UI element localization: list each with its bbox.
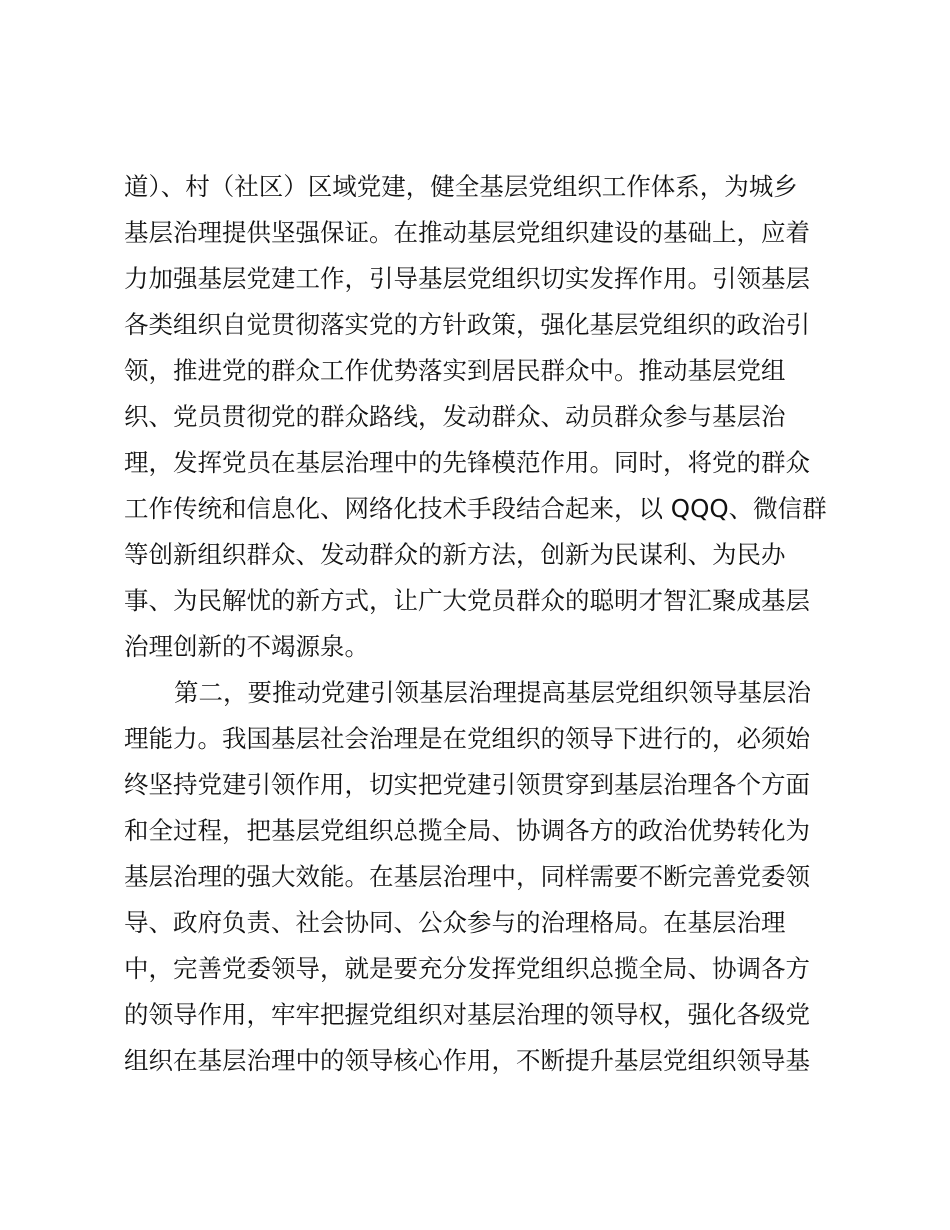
text-line: 领，推进党的群众工作优势落实到居民群众中。推动基层党组 bbox=[124, 356, 786, 385]
text-line: 基层治理的强大效能。在基层治理中，同样需要不断完善党委领 bbox=[124, 862, 810, 891]
text-line: 治理创新的不竭源泉。 bbox=[124, 632, 369, 661]
text-line: 各类组织自觉贯彻落实党的方针政策，强化基层党组织的政治引 bbox=[124, 310, 810, 339]
text-line: 工作传统和信息化、网络化技术手段结合起来，以 QQQ、微信群 bbox=[124, 494, 827, 523]
paragraph-start-line: 第二，要推动党建引领基层治理提高基层党组织领导基层治 bbox=[174, 678, 811, 707]
text-line: 和全过程，把基层党组织总揽全局、协调各方的政治优势转化为 bbox=[124, 816, 810, 845]
text-line: 力加强基层党建工作，引导基层党组织切实发挥作用。引领基层 bbox=[124, 264, 810, 293]
text-line: 等创新组织群众、发动群众的新方法，创新为民谋利、为民办 bbox=[124, 540, 786, 569]
text-line: 中，完善党委领导，就是要充分发挥党组织总揽全局、协调各方 bbox=[124, 954, 810, 983]
text-line: 基层治理提供坚强保证。在推动基层党组织建设的基础上，应着 bbox=[124, 218, 810, 247]
text-line: 导、政府负责、社会协同、公众参与的治理格局。在基层治理 bbox=[124, 908, 786, 937]
text-line: 理能力。我国基层社会治理是在党组织的领导下进行的，必须始 bbox=[124, 724, 810, 753]
text-line: 织、党员贯彻党的群众路线，发动群众、动员群众参与基层治 bbox=[124, 402, 786, 431]
text-line: 终坚持党建引领作用，切实把党建引领贯穿到基层治理各个方面 bbox=[124, 770, 810, 799]
text-line: 道）、村（社区）区域党建，健全基层党组织工作体系，为城乡 bbox=[124, 172, 798, 201]
text-line: 的领导作用，牢牢把握党组织对基层治理的领导权，强化各级党 bbox=[124, 1000, 810, 1029]
text-line: 事、为民解忧的新方式，让广大党员群众的聪明才智汇聚成基层 bbox=[124, 586, 810, 615]
text-line: 组织在基层治理中的领导核心作用，不断提升基层党组织领导基 bbox=[124, 1046, 810, 1075]
text-line: 理，发挥党员在基层治理中的先锋模范作用。同时，将党的群众 bbox=[124, 448, 810, 477]
